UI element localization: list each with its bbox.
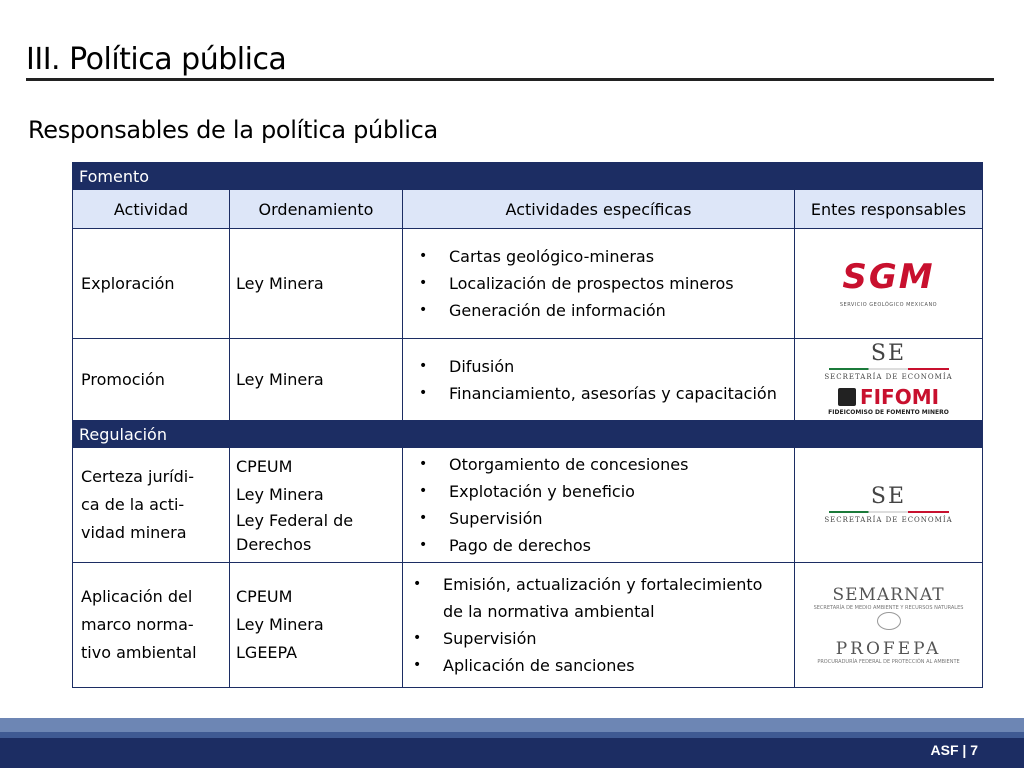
fifomi-logo-text: FIFOMI bbox=[859, 385, 940, 409]
ordenamiento-line: CPEUM bbox=[236, 457, 293, 476]
actividad-cell bbox=[73, 448, 230, 563]
list-item: • Financiamiento, asesorías y capacitación bbox=[449, 380, 788, 407]
header-actividades-especificas: Actividades específicas bbox=[403, 190, 795, 229]
actividad-cell: Promoción bbox=[73, 339, 230, 421]
ordenamiento-line: Ley Minera bbox=[236, 615, 324, 634]
fifomi-logo-subtitle: FIDEICOMISO DE FOMENTO MINERO bbox=[828, 409, 949, 416]
table-row bbox=[73, 448, 983, 563]
actividad-line: vidad minera bbox=[81, 523, 187, 542]
list-item: • Supervisión bbox=[449, 505, 788, 532]
slide-title: III. Política pública bbox=[26, 42, 287, 77]
list-item: • Pago de derechos bbox=[449, 532, 788, 559]
actividad-line: marco norma- bbox=[81, 615, 194, 634]
se-logo-bar bbox=[829, 511, 949, 513]
header-ordenamiento: Ordenamiento bbox=[230, 190, 403, 229]
section-row-regulacion bbox=[73, 421, 983, 448]
header-entes-responsables: Entes responsables bbox=[795, 190, 983, 229]
list-item: • Supervisión bbox=[443, 625, 788, 652]
sgm-logo bbox=[801, 256, 976, 308]
profepa-logo bbox=[817, 640, 959, 665]
profepa-logo-subtitle: PROCURADURÍA FEDERAL DE PROTECCIÓN AL AMBIENTE bbox=[817, 658, 960, 665]
especificas-cell bbox=[403, 339, 795, 421]
list-item: • Cartas geológico-mineras bbox=[449, 243, 788, 270]
list-item: • Localización de prospectos mineros bbox=[449, 270, 788, 297]
semarnat-logo-subtitle: SECRETARÍA DE MEDIO AMBIENTE Y RECURSOS NATURALES bbox=[813, 604, 964, 611]
title-divider bbox=[26, 78, 994, 81]
actividad-cell bbox=[73, 563, 230, 688]
fifomi-logo bbox=[828, 387, 949, 416]
entes-cell bbox=[795, 339, 983, 421]
actividad-line: tivo ambiental bbox=[81, 643, 197, 662]
ordenamiento-cell bbox=[230, 448, 403, 563]
sgm-logo-subtitle: SERVICIO GEOLÓGICO MEXICANO bbox=[839, 301, 938, 308]
actividad-line: ca de la acti- bbox=[81, 495, 185, 514]
fifomi-emblem-icon bbox=[838, 388, 856, 406]
mexico-emblem-icon bbox=[877, 612, 901, 630]
se-logo bbox=[801, 486, 976, 524]
list-item: • Emisión, actualización y fortalecimiento de la normativa ambiental bbox=[443, 571, 788, 625]
ordenamiento-cell: Ley Minera bbox=[230, 339, 403, 421]
footer-page-label: ASF | 7 bbox=[930, 742, 978, 758]
header-actividad: Actividad bbox=[73, 190, 230, 229]
especificas-cell bbox=[403, 229, 795, 339]
list-item: • Aplicación de sanciones bbox=[443, 652, 788, 679]
sgm-logo-text: SGM bbox=[842, 256, 935, 297]
list-item: • Explotación y beneficio bbox=[449, 478, 788, 505]
se-logo-bar bbox=[829, 368, 949, 370]
footer-band-dark bbox=[0, 738, 1024, 768]
ordenamiento-line: Ley Minera bbox=[236, 485, 324, 504]
table-row bbox=[73, 563, 983, 688]
section-row-fomento bbox=[73, 163, 983, 190]
table-row bbox=[73, 339, 983, 421]
slide-subtitle: Responsables de la política pública bbox=[28, 116, 438, 144]
header-row bbox=[73, 190, 983, 229]
list-item: • Difusión bbox=[449, 353, 788, 380]
section-label-fomento: Fomento bbox=[73, 163, 983, 190]
se-logo-text: SE bbox=[870, 484, 907, 509]
entes-cell bbox=[795, 229, 983, 339]
ordenamiento-cell: Ley Minera bbox=[230, 229, 403, 339]
actividad-cell: Exploración bbox=[73, 229, 230, 339]
list-item: • Generación de información bbox=[449, 297, 788, 324]
se-logo-text: SE bbox=[870, 341, 907, 366]
responsibility-table bbox=[72, 162, 983, 688]
ordenamiento-line: LGEEPA bbox=[236, 643, 298, 662]
semarnat-profepa-logos bbox=[801, 586, 976, 665]
semarnat-logo-text: SEMARNAT bbox=[832, 584, 945, 605]
ordenamiento-cell bbox=[230, 563, 403, 688]
entes-cell bbox=[795, 563, 983, 688]
table-row bbox=[73, 229, 983, 339]
actividad-line: Certeza jurídi- bbox=[81, 467, 194, 486]
ordenamiento-line: CPEUM bbox=[236, 587, 293, 606]
actividad-line: Aplicación del bbox=[81, 587, 193, 606]
semarnat-logo bbox=[814, 586, 964, 630]
entes-cell bbox=[795, 448, 983, 563]
se-logo bbox=[824, 343, 952, 381]
especificas-cell bbox=[403, 448, 795, 563]
section-label-regulacion: Regulación bbox=[73, 421, 983, 448]
especificas-cell bbox=[403, 563, 795, 688]
list-item: • Otorgamiento de concesiones bbox=[449, 451, 788, 478]
profepa-logo-text: PROFEPA bbox=[835, 638, 942, 659]
se-fifomi-logos bbox=[801, 343, 976, 416]
ordenamiento-line: Ley Federal de Derechos bbox=[236, 511, 354, 554]
se-logo-subtitle: SECRETARÍA DE ECONOMÍA bbox=[824, 373, 953, 381]
se-logo-subtitle: SECRETARÍA DE ECONOMÍA bbox=[824, 516, 953, 524]
